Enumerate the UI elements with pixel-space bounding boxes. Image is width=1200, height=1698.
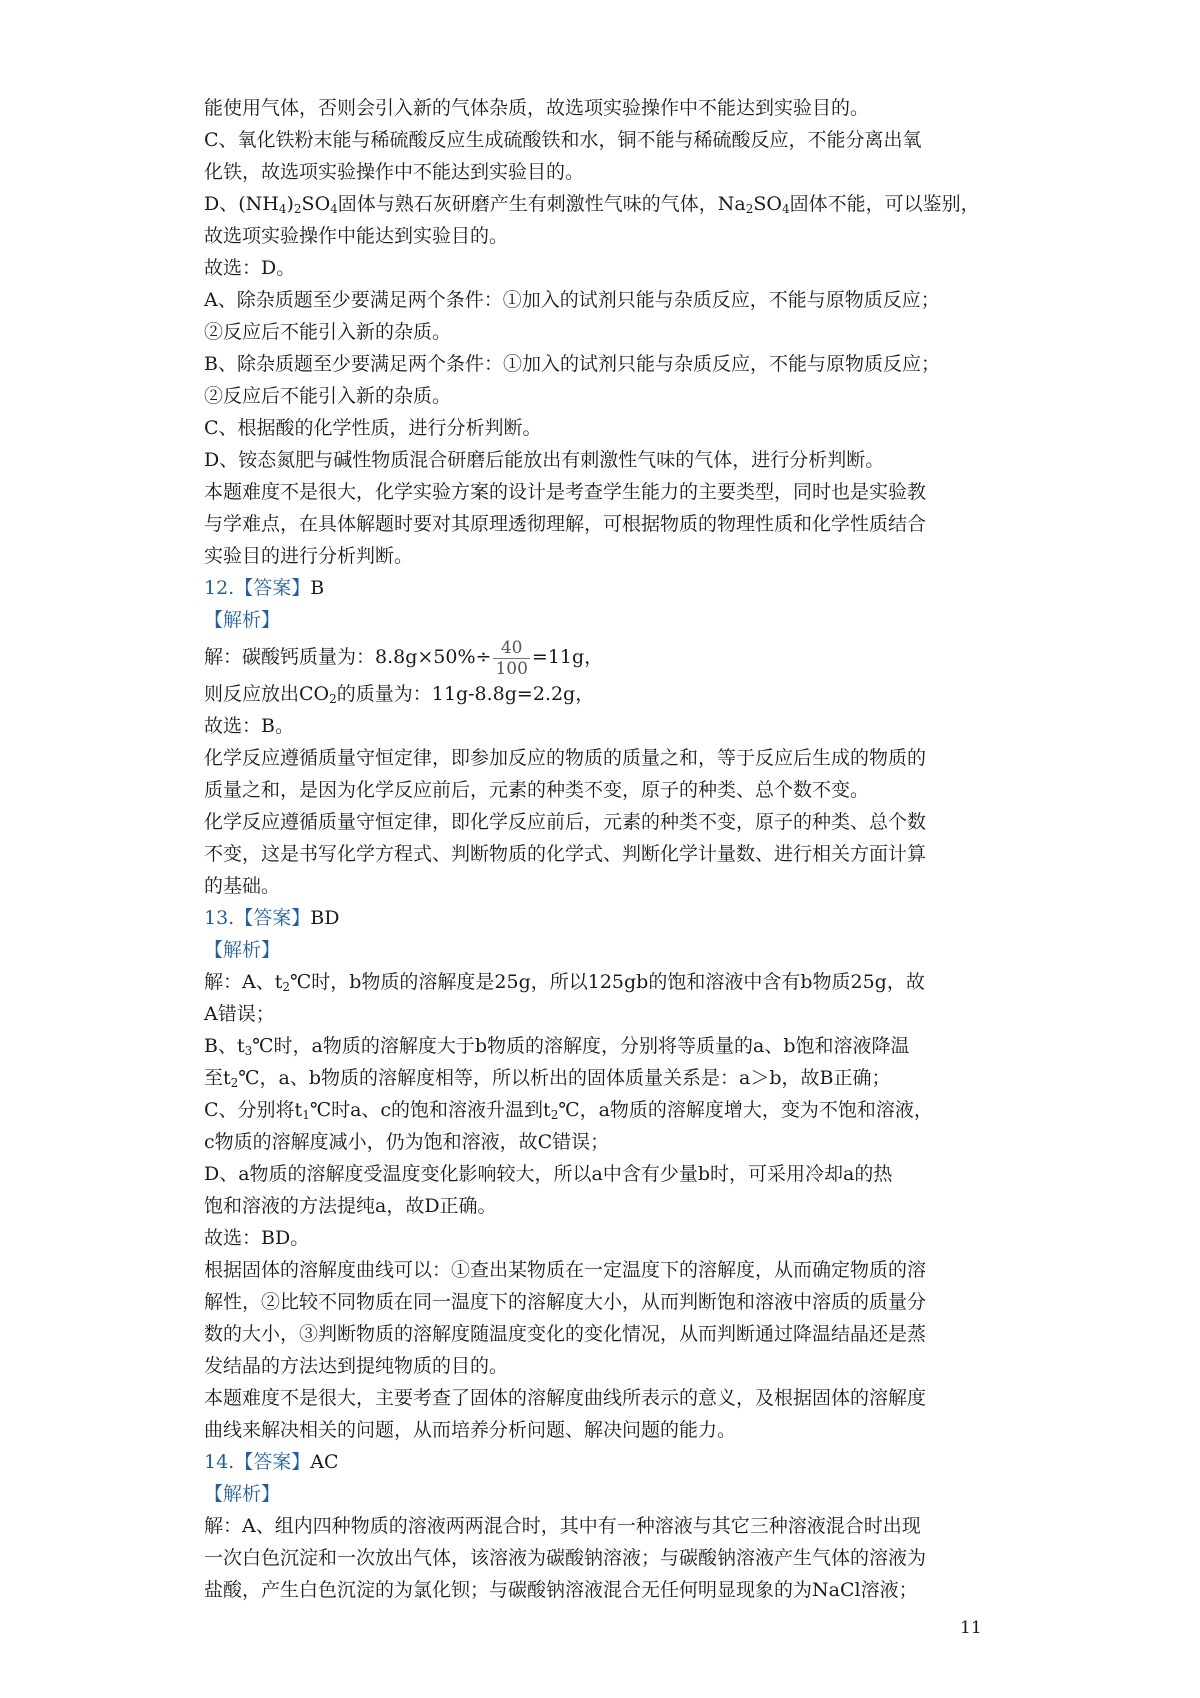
text-line: B、除杂质题至少要满足两个条件：①加入的试剂只能与杂质反应，不能与原物质反应； <box>204 353 940 375</box>
text-line: c物质的溶解度减小，仍为饱和溶液，故C错误； <box>204 1131 610 1153</box>
text-line: 与学难点，在具体解题时要对其原理透彻理解，可根据物质的物理性质和化学性质结合 <box>204 513 927 535</box>
text-line: 本题难度不是很大，化学实验方案的设计是考查学生能力的主要类型，同时也是实验教 <box>204 481 927 503</box>
text-line: D、a物质的溶解度受温度变化影响较大，所以a中含有少量b时，可采用冷却a的热 <box>204 1163 893 1185</box>
q14-analysis-heading: 【解析】 <box>204 1483 281 1505</box>
text-line: A错误； <box>204 1003 275 1025</box>
text-line: 的基础。 <box>204 875 281 897</box>
text-line: C、根据酸的化学性质，进行分析判断。 <box>204 417 542 439</box>
text-line: 化学反应遵循质量守恒定律，即参加反应的物质的质量之和，等于反应后生成的物质的 <box>204 747 927 769</box>
text-line: 能使用气体，否则会引入新的气体杂质，故选项实验操作中不能达到实验目的。 <box>204 97 870 119</box>
text-line: 解性，②比较不同物质在同一温度下的溶解度大小，从而判断饱和溶液中溶质的质量分 <box>204 1291 927 1313</box>
text-line: 不变，这是书写化学方程式、判断物质的化学式、判断化学计量数、进行相关方面计算 <box>204 843 927 865</box>
text-line: 质量之和，是因为化学反应前后，元素的种类不变，原子的种类、总个数不变。 <box>204 779 870 801</box>
text-line-d-option: D、$(NH_4)_2SO_4$固体与熟石灰研磨产生有刺激性气味的气体，$Na_2SO_4$固体不能，可以鉴别， <box>204 193 980 216</box>
text-line: A、除杂质题至少要满足两个条件：①加入的试剂只能与杂质反应，不能与原物质反应； <box>204 289 940 311</box>
text-line: 故选：BD。 <box>204 1227 310 1249</box>
text-line: B、$t_3℃$时，a物质的溶解度大于b物质的溶解度，分别将等质量的a、b饱和溶液降温 <box>204 1035 910 1058</box>
text-line: D、铵态氮肥与碱性物质混合研磨后能放出有刺激性气味的气体，进行分析判断。 <box>204 449 885 471</box>
document-body <box>204 92 1004 1606</box>
text-line: 故选：B。 <box>204 715 294 737</box>
text-line: 数的大小，③判断物质的溶解度随温度变化的变化情况，从而判断通过降温结晶还是蒸 <box>204 1323 927 1345</box>
q13-answer-heading: 13.【答案】BD <box>204 907 340 929</box>
text-line: 化学反应遵循质量守恒定律，即化学反应前后，元素的种类不变，原子的种类、总个数 <box>204 811 927 833</box>
text-line: 解：A、$t_2℃$时，b物质的溶解度是25g，所以125gb的饱和溶液中含有b物质25g，故 <box>204 971 925 994</box>
q12-answer-heading: 12.【答案】B <box>204 577 325 599</box>
text-line: 至$t_2℃$，a、b物质的溶解度相等，所以析出的固体质量关系是：a＞b，故B正确； <box>204 1067 891 1090</box>
text-line: 本题难度不是很大，主要考查了固体的溶解度曲线所表示的意义，及根据固体的溶解度 <box>204 1387 927 1409</box>
text-line: 盐酸，产生白色沉淀的为氯化钡；与碳酸钠溶液混合无任何明显现象的为NaCl溶液； <box>204 1579 918 1601</box>
q12-analysis-heading: 【解析】 <box>204 609 281 631</box>
text-line: C、氧化铁粉末能与稀硫酸反应生成硫酸铁和水，铜不能与稀硫酸反应，不能分离出氧 <box>204 129 922 151</box>
q12-calculation: 解：碳酸钙质量为：8.8g×50%÷ $\frac{40}{100}$ =11g， <box>204 637 604 679</box>
text-line: 根据固体的溶解度曲线可以：①查出某物质在一定温度下的溶解度，从而确定物质的溶 <box>204 1259 927 1281</box>
text-line: 发结晶的方法达到提纯物质的目的。 <box>204 1355 509 1377</box>
text-line: ②反应后不能引入新的杂质。 <box>204 385 452 407</box>
q14-answer-heading: 14.【答案】AC <box>204 1451 339 1473</box>
text-line: C、分别将$t_1℃$时a、c的饱和溶液升温到$t_2℃$，a物质的溶解度增大，变为不饱和溶液， <box>204 1099 933 1122</box>
text-line: 化铁，故选项实验操作中不能达到实验目的。 <box>204 161 585 183</box>
fraction: $\frac{40}{100}$ <box>495 637 528 679</box>
q12-co2-line: 则反应放出$CO_2$的质量为：11g-8.8g=2.2g， <box>204 683 595 706</box>
page-number: 11 <box>960 1618 982 1638</box>
text-line: 饱和溶液的方法提纯a，故D正确。 <box>204 1195 497 1217</box>
text-line: 一次白色沉淀和一次放出气体，该溶液为碳酸钠溶液；与碳酸钠溶液产生气体的溶液为 <box>204 1547 927 1569</box>
text-line: 故选项实验操作中能达到实验目的。 <box>204 225 509 247</box>
text-line: 曲线来解决相关的问题，从而培养分析问题、解决问题的能力。 <box>204 1419 737 1441</box>
text-line: ②反应后不能引入新的杂质。 <box>204 321 452 343</box>
text-line: 实验目的进行分析判断。 <box>204 545 414 567</box>
text-line: 故选：D。 <box>204 257 296 279</box>
text-line: 解：A、组内四种物质的溶液两两混合时，其中有一种溶液与其它三种溶液混合时出现 <box>204 1515 921 1537</box>
q13-analysis-heading: 【解析】 <box>204 939 281 961</box>
